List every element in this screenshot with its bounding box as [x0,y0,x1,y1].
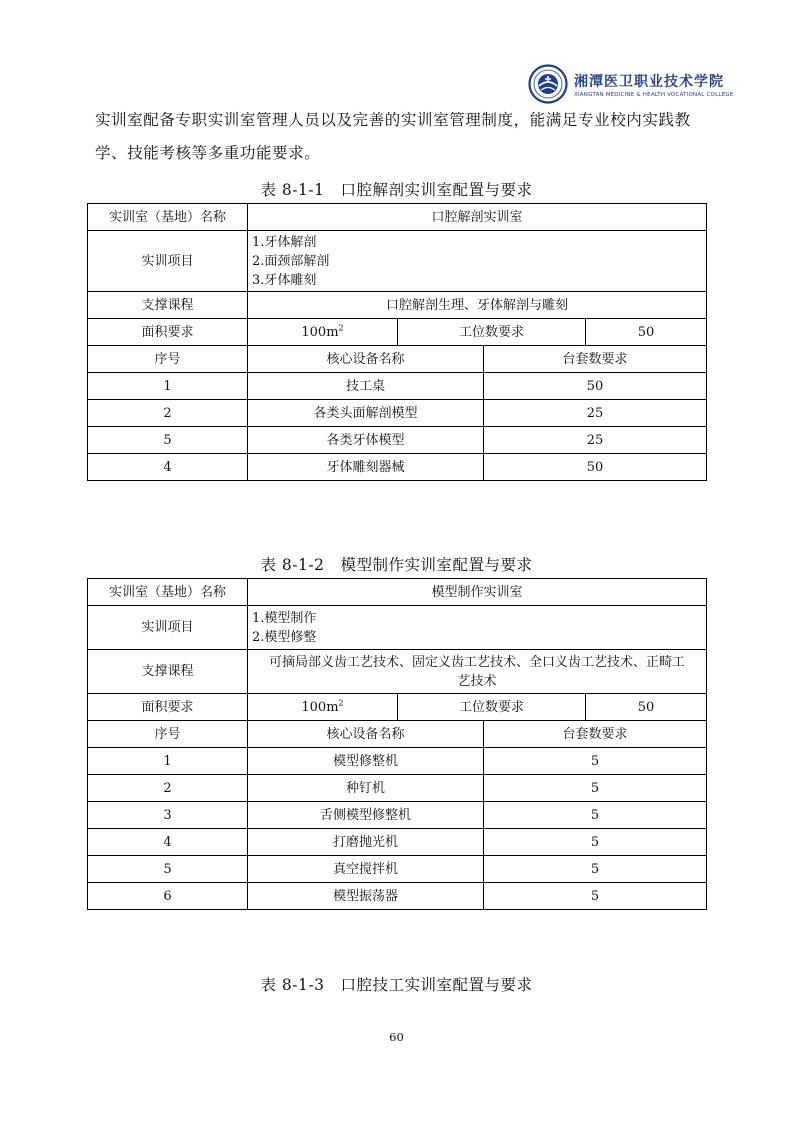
table-row [88,400,707,427]
table-row [88,204,707,231]
intro-line-1: 实训室配备专职实训室管理人员以及完善的实训室管理制度，能满足专业校内实践教 [95,111,691,129]
table-2-caption: 表 8-1-2 模型制作实训室配置与要求 [260,556,533,574]
qty-cell: 5 [484,775,707,802]
seq-header: 序号 [88,346,248,373]
course-value [248,650,707,694]
table-header-row [88,346,707,373]
course-value: 口腔解剖生理、牙体解剖与雕刻 [248,292,707,319]
table-row [88,856,707,883]
seq-cell: 4 [88,454,248,481]
project-list [248,606,707,650]
area-value: $100m^2$ [248,694,398,721]
seats-label: 工位数要求 [398,319,586,346]
project-label: 实训项目 [88,231,248,292]
page-number: 60 [389,1030,404,1044]
table-row [88,427,707,454]
seq-cell: 1 [88,748,248,775]
table-row [88,694,707,721]
seq-cell: 3 [88,802,248,829]
table-header-row [88,721,707,748]
project-item: 1.模型制作 [252,610,317,626]
qty-cell: 50 [484,373,707,400]
course-label: 支撑课程 [88,292,248,319]
equipment-cell: 种钉机 [248,775,484,802]
table-row [88,802,707,829]
table-row [88,292,707,319]
project-list [248,231,707,292]
table-row [88,883,707,910]
equipment-cell: 各类头面解剖模型 [248,400,484,427]
qty-cell: 25 [484,427,707,454]
room-label: 实训室（基地）名称 [88,579,248,606]
project-item: 2.模型修整 [252,629,317,645]
seq-cell: 5 [88,427,248,454]
qty-cell: 5 [484,856,707,883]
room-label: 实训室（基地）名称 [88,204,248,231]
college-name-cn: 湘潭医卫职业技术学院 [574,73,724,90]
course-label: 支撑课程 [88,650,248,694]
qty-cell: 50 [484,454,707,481]
seq-cell: 2 [88,400,248,427]
seats-value: 50 [586,694,707,721]
equipment-header: 核心设备名称 [248,721,484,748]
qty-cell: 5 [484,829,707,856]
college-logo [528,62,734,106]
seq-cell: 5 [88,856,248,883]
table-row [88,373,707,400]
intro-line-2: 学、技能考核等多重功能要求。 [95,144,321,162]
area-label: 面积要求 [88,319,248,346]
seats-value: 50 [586,319,707,346]
table-row [88,231,707,292]
seq-header: 序号 [88,721,248,748]
college-emblem-icon [528,64,568,104]
equipment-cell: 打磨抛光机 [248,829,484,856]
equipment-cell: 模型修整机 [248,748,484,775]
room-name: 模型制作实训室 [248,579,707,606]
qty-cell: 25 [484,400,707,427]
seq-cell: 2 [88,775,248,802]
college-name-en: XIANGTAN MEDICINE & HEALTH VOCATIONAL COLLEGE [574,91,734,98]
table-row [88,606,707,650]
seq-cell: 4 [88,829,248,856]
qty-cell: 5 [484,748,707,775]
room-name: 口腔解剖实训室 [248,204,707,231]
table-row [88,579,707,606]
equipment-cell: 真空搅拌机 [248,856,484,883]
equipment-cell: 牙体雕刻器械 [248,454,484,481]
equipment-cell: 舌侧模型修整机 [248,802,484,829]
table-row [88,650,707,694]
qty-cell: 5 [484,883,707,910]
qty-cell: 5 [484,802,707,829]
qty-header: 台套数要求 [484,721,707,748]
table-2 [87,578,707,910]
seq-cell: 1 [88,373,248,400]
qty-header: 台套数要求 [484,346,707,373]
equipment-cell: 技工桌 [248,373,484,400]
project-label: 实训项目 [88,606,248,650]
table-row [88,775,707,802]
table-row [88,748,707,775]
equipment-header: 核心设备名称 [248,346,484,373]
equipment-cell: 模型振荡器 [248,883,484,910]
table-1-caption: 表 8-1-1 口腔解剖实训室配置与要求 [260,181,533,199]
area-label: 面积要求 [88,694,248,721]
table-row [88,454,707,481]
table-3-caption: 表 8-1-3 口腔技工实训室配置与要求 [260,976,533,994]
intro-paragraph [95,104,705,170]
course-line: 可摘局部义齿工艺技术、固定义齿工艺技术、全口义齿工艺技术、正畸工 [269,654,686,670]
seats-label: 工位数要求 [398,694,586,721]
seq-cell: 6 [88,883,248,910]
project-item: 1.牙体解剖 [252,234,317,250]
table-row [88,319,707,346]
project-item: 3.牙体雕刻 [252,272,317,288]
course-line: 艺技术 [457,673,497,689]
project-item: 2.面颈部解剖 [252,253,330,269]
area-value: $100m^2$ [248,319,398,346]
table-1 [87,203,707,481]
table-row [88,829,707,856]
equipment-cell: 各类牙体模型 [248,427,484,454]
